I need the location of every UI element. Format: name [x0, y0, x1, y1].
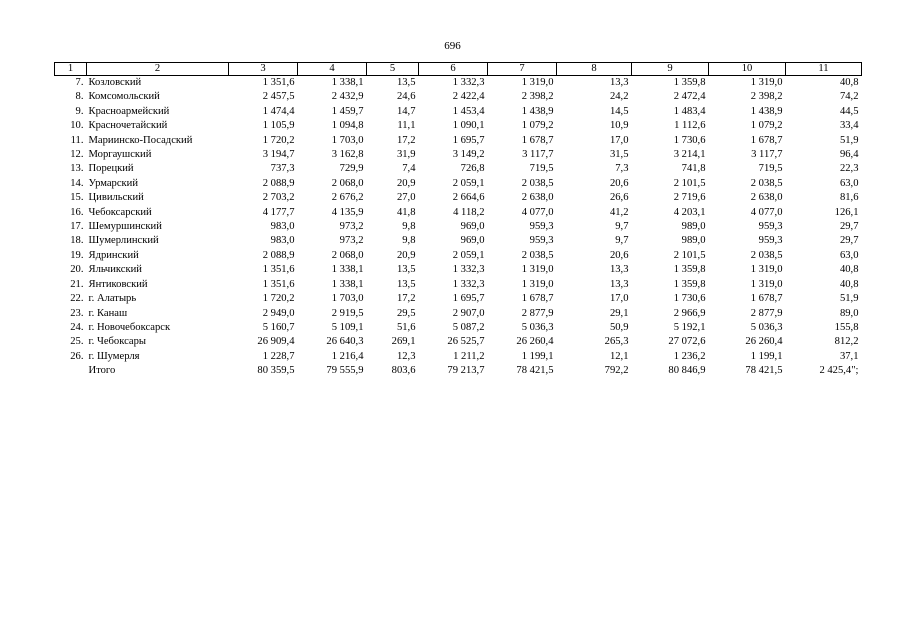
row-number: 10. — [70, 120, 84, 132]
district-name: Шемуршинский — [88, 221, 162, 233]
value-cell-col-8: 17,0 — [609, 134, 629, 146]
row-number: 8. — [75, 91, 84, 103]
row-number — [55, 364, 87, 378]
value-cell-col-4: 79 555,9 — [326, 365, 364, 377]
header-row — [55, 63, 862, 76]
value-cell-col-11: 40,8 — [839, 278, 859, 290]
value-cell-col-5: 17,2 — [396, 293, 416, 305]
table-row — [55, 292, 862, 306]
value-cell-col-3: 2 949,0 — [262, 307, 295, 319]
value-cell-col-4: 1 338,1 — [331, 278, 364, 290]
value-cell-col-9: 2 719,6 — [673, 192, 706, 204]
row-number: 20. — [70, 264, 84, 276]
value-cell-col-11: 89,0 — [839, 307, 859, 319]
value-cell-col-4: 3 162,8 — [331, 149, 364, 161]
row-number: 9. — [75, 105, 84, 117]
value-cell-col-4: 4 135,9 — [331, 206, 364, 218]
value-cell-col-9: 27 072,6 — [668, 336, 706, 348]
value-cell-col-5: 803,6 — [391, 365, 416, 377]
value-cell-col-7: 2 877,9 — [521, 307, 554, 319]
value-cell-col-9: 1 236,2 — [673, 350, 706, 362]
value-cell-col-9: 1 359,8 — [673, 278, 706, 290]
district-name: г. Новочебоксарск — [88, 321, 171, 333]
page-number: 696 — [444, 40, 461, 52]
value-cell-col-10: 1 438,9 — [750, 105, 783, 117]
row-number: 12. — [70, 149, 84, 161]
value-cell-col-3: 1 351,6 — [262, 77, 295, 88]
value-cell-col-11: 63,0 — [839, 249, 859, 261]
value-cell-col-3: 4 177,7 — [262, 206, 295, 218]
value-cell-col-8: 13,3 — [609, 264, 629, 276]
value-cell-col-9: 1 730,6 — [673, 293, 706, 305]
value-cell-col-9: 2 472,4 — [673, 91, 706, 103]
value-cell-col-10: 78 421,5 — [745, 365, 783, 377]
table-row — [55, 134, 862, 148]
value-cell-col-11: 155,8 — [834, 321, 859, 333]
value-cell-col-11: 40,8 — [839, 77, 859, 88]
value-cell-col-9: 2 966,9 — [673, 307, 706, 319]
value-cell-col-3: 2 088,9 — [262, 249, 295, 261]
value-cell-col-7: 959,3 — [529, 235, 554, 247]
value-cell-col-10: 959,3 — [758, 235, 783, 247]
row-number: 17. — [70, 221, 84, 233]
value-cell-col-11: 29,7 — [839, 221, 859, 233]
column-header-1: 1 — [55, 63, 87, 76]
value-cell-col-6: 1 695,7 — [452, 293, 485, 305]
value-cell-col-3: 1 720,2 — [262, 293, 295, 305]
table-row — [55, 162, 862, 176]
district-name: Чебоксарский — [88, 206, 152, 218]
value-cell-col-10: 2 638,0 — [750, 192, 783, 204]
value-cell-col-4: 973,2 — [339, 221, 364, 233]
row-number: 19. — [70, 249, 84, 261]
value-cell-col-11: 29,7 — [839, 235, 859, 247]
table-body — [55, 76, 862, 379]
row-number: 16. — [70, 206, 84, 218]
value-cell-col-8: 792,2 — [604, 365, 629, 377]
value-cell-col-7: 2 638,0 — [521, 192, 554, 204]
value-cell-col-7: 1 199,1 — [521, 350, 554, 362]
value-cell-col-11: 74,2 — [839, 91, 859, 103]
table-row — [55, 191, 862, 205]
value-cell-col-8: 14,5 — [609, 105, 629, 117]
value-cell-col-11: 812,2 — [834, 336, 859, 348]
district-name: г. Канаш — [88, 307, 128, 319]
district-name: Порецкий — [88, 163, 134, 175]
value-cell-col-6: 2 059,1 — [452, 177, 485, 189]
value-cell-col-9: 5 192,1 — [673, 321, 706, 333]
value-cell-col-7: 1 678,7 — [521, 293, 554, 305]
value-cell-col-4: 1 703,0 — [331, 293, 364, 305]
value-cell-col-10: 1 319,0 — [750, 264, 783, 276]
value-cell-col-7: 2 038,5 — [521, 249, 554, 261]
value-cell-col-6: 1 332,3 — [452, 278, 485, 290]
table-row — [55, 76, 862, 91]
table-row — [55, 105, 862, 119]
value-cell-col-11: 63,0 — [839, 177, 859, 189]
value-cell-col-10: 2 398,2 — [750, 91, 783, 103]
district-name: Мариинско-Посадский — [88, 134, 193, 146]
value-cell-col-6: 26 525,7 — [447, 336, 485, 348]
value-cell-col-9: 1 730,6 — [673, 134, 706, 146]
column-header-9: 9 — [632, 63, 709, 76]
value-cell-col-9: 1 483,4 — [673, 105, 706, 117]
value-cell-col-6: 2 059,1 — [452, 249, 485, 261]
column-header-5: 5 — [367, 63, 419, 76]
value-cell-col-6: 1 090,1 — [452, 120, 485, 132]
table-row — [55, 119, 862, 133]
table-row — [55, 350, 862, 364]
table-row — [55, 278, 862, 292]
value-cell-col-10: 959,3 — [758, 221, 783, 233]
value-cell-col-9: 1 359,8 — [673, 77, 706, 88]
row-number: 23. — [70, 307, 84, 319]
value-cell-col-8: 26,6 — [609, 192, 629, 204]
table-row — [55, 220, 862, 234]
district-name: г. Алатырь — [88, 293, 137, 305]
value-cell-col-10: 4 077,0 — [750, 206, 783, 218]
value-cell-col-4: 2 068,0 — [331, 177, 364, 189]
value-cell-col-8: 10,9 — [609, 120, 629, 132]
column-header-3: 3 — [229, 63, 298, 76]
value-cell-col-6: 1 332,3 — [452, 77, 485, 88]
value-cell-col-8: 24,2 — [609, 91, 629, 103]
value-cell-col-6: 4 118,2 — [453, 206, 485, 218]
value-cell-col-3: 26 909,4 — [257, 336, 295, 348]
value-cell-col-5: 17,2 — [396, 134, 416, 146]
value-cell-col-5: 13,5 — [396, 264, 416, 276]
value-cell-col-3: 2 703,2 — [262, 192, 295, 204]
row-number: 18. — [70, 235, 84, 247]
column-header-8: 8 — [557, 63, 632, 76]
table-row — [55, 364, 862, 378]
district-name: Комсомольский — [88, 91, 160, 103]
value-cell-col-5: 13,5 — [396, 77, 416, 88]
value-cell-col-4: 2 676,2 — [331, 192, 364, 204]
table-row — [55, 321, 862, 335]
value-cell-col-7: 1 319,0 — [521, 264, 554, 276]
value-cell-col-11: 40,8 — [839, 264, 859, 276]
district-name: Янтиковский — [88, 278, 148, 290]
value-cell-col-5: 24,6 — [396, 91, 416, 103]
district-name: Итого — [88, 365, 116, 377]
value-cell-col-5: 269,1 — [391, 336, 416, 348]
value-cell-col-6: 2 664,6 — [452, 192, 485, 204]
value-cell-col-11: 51,9 — [839, 134, 859, 146]
value-cell-col-4: 1 216,4 — [331, 350, 364, 362]
value-cell-col-11: 51,9 — [839, 293, 859, 305]
value-cell-col-7: 1 678,7 — [521, 134, 554, 146]
value-cell-col-10: 2 038,5 — [750, 177, 783, 189]
district-name: Шумерлинский — [88, 235, 159, 247]
value-cell-col-10: 1 079,2 — [750, 120, 783, 132]
value-cell-col-3: 5 160,7 — [262, 321, 295, 333]
value-cell-col-11: 33,4 — [839, 120, 859, 132]
value-cell-col-6: 5 087,2 — [452, 321, 485, 333]
value-cell-col-8: 50,9 — [609, 321, 629, 333]
value-cell-col-3: 983,0 — [270, 235, 295, 247]
value-cell-col-10: 1 199,1 — [750, 350, 783, 362]
allocation-table — [54, 62, 862, 379]
value-cell-col-3: 983,0 — [270, 221, 295, 233]
value-cell-col-7: 2 038,5 — [521, 177, 554, 189]
value-cell-col-4: 1 459,7 — [331, 105, 364, 117]
value-cell-col-4: 5 109,1 — [331, 321, 364, 333]
value-cell-col-6: 1 332,3 — [452, 264, 485, 276]
value-cell-col-7: 78 421,5 — [516, 365, 554, 377]
district-name: Красноармейский — [88, 105, 170, 117]
column-header-11: 11 — [786, 63, 862, 76]
value-cell-col-11: 44,5 — [839, 105, 859, 117]
value-cell-col-6: 1 453,4 — [452, 105, 485, 117]
value-cell-col-10: 1 319,0 — [750, 278, 783, 290]
value-cell-col-5: 7,4 — [402, 163, 416, 175]
value-cell-col-7: 5 036,3 — [521, 321, 554, 333]
district-name: Яльчикский — [88, 264, 142, 276]
value-cell-col-9: 80 846,9 — [668, 365, 706, 377]
district-name: Цивильский — [88, 192, 144, 204]
value-cell-col-3: 1 105,9 — [262, 120, 295, 132]
value-cell-col-7: 26 260,4 — [516, 336, 554, 348]
value-cell-col-8: 12,1 — [609, 350, 629, 362]
value-cell-col-4: 973,2 — [339, 235, 364, 247]
row-number: 22. — [70, 293, 84, 305]
value-cell-col-6: 969,0 — [460, 221, 485, 233]
value-cell-col-3: 2 457,5 — [262, 91, 295, 103]
value-cell-col-7: 4 077,0 — [521, 206, 554, 218]
value-cell-col-7: 2 398,2 — [521, 91, 554, 103]
value-cell-col-5: 12,3 — [396, 350, 416, 362]
value-cell-col-4: 1 338,1 — [331, 77, 364, 88]
value-cell-col-9: 3 214,1 — [673, 149, 706, 161]
value-cell-col-10: 3 117,7 — [751, 149, 783, 161]
value-cell-col-8: 7,3 — [615, 163, 629, 175]
row-number: 21. — [70, 278, 84, 290]
value-cell-col-5: 31,9 — [396, 149, 416, 161]
value-cell-col-6: 969,0 — [460, 235, 485, 247]
value-cell-col-8: 9,7 — [615, 221, 629, 233]
value-cell-col-8: 265,3 — [604, 336, 629, 348]
value-cell-col-9: 2 101,5 — [673, 249, 706, 261]
column-header-4: 4 — [298, 63, 367, 76]
row-number: 13. — [70, 163, 84, 175]
value-cell-col-3: 1 720,2 — [262, 134, 295, 146]
value-cell-col-4: 729,9 — [339, 163, 364, 175]
value-cell-col-6: 2 422,4 — [452, 91, 485, 103]
row-number: 15. — [70, 192, 84, 204]
value-cell-col-7: 3 117,7 — [522, 149, 554, 161]
value-cell-col-5: 41,8 — [396, 206, 416, 218]
row-number: 7. — [75, 77, 84, 88]
value-cell-col-7: 1 319,0 — [521, 77, 554, 88]
table-row — [55, 177, 862, 191]
value-cell-col-5: 51,6 — [396, 321, 416, 333]
value-cell-col-9: 1 359,8 — [673, 264, 706, 276]
value-cell-col-8: 41,2 — [609, 206, 629, 218]
value-cell-col-5: 13,5 — [396, 278, 416, 290]
value-cell-col-7: 959,3 — [529, 221, 554, 233]
district-name: Урмарский — [88, 177, 139, 189]
value-cell-col-4: 26 640,3 — [326, 336, 364, 348]
value-cell-col-8: 17,0 — [609, 293, 629, 305]
table-row — [55, 206, 862, 220]
value-cell-col-4: 2 919,5 — [331, 307, 364, 319]
table-row — [55, 335, 862, 349]
value-cell-col-10: 5 036,3 — [750, 321, 783, 333]
value-cell-col-6: 726,8 — [460, 163, 485, 175]
value-cell-col-11: 81,6 — [839, 192, 859, 204]
value-cell-col-8: 9,7 — [615, 235, 629, 247]
value-cell-col-4: 1 094,8 — [331, 120, 364, 132]
row-number: 24. — [70, 321, 84, 333]
value-cell-col-8: 20,6 — [609, 177, 629, 189]
value-cell-col-7: 1 438,9 — [521, 105, 554, 117]
value-cell-col-3: 1 351,6 — [262, 264, 295, 276]
column-header-2: 2 — [87, 63, 229, 76]
value-cell-col-4: 2 432,9 — [331, 91, 364, 103]
value-cell-col-9: 1 112,6 — [674, 120, 706, 132]
value-cell-col-10: 1 678,7 — [750, 134, 783, 146]
district-name: Козловский — [88, 77, 142, 88]
value-cell-col-3: 2 088,9 — [262, 177, 295, 189]
column-header-7: 7 — [488, 63, 557, 76]
value-cell-col-9: 4 203,1 — [673, 206, 706, 218]
value-cell-col-11: 2 425,4"; — [819, 365, 859, 377]
value-cell-col-10: 1 319,0 — [750, 77, 783, 88]
value-cell-col-3: 1 474,4 — [262, 105, 295, 117]
value-cell-col-4: 1 703,0 — [331, 134, 364, 146]
value-cell-col-11: 37,1 — [839, 350, 859, 362]
row-number: 11. — [70, 134, 84, 146]
value-cell-col-5: 11,1 — [397, 120, 416, 132]
value-cell-col-6: 79 213,7 — [447, 365, 485, 377]
value-cell-col-8: 13,3 — [609, 77, 629, 88]
district-name: Ядринский — [88, 249, 139, 261]
value-cell-col-6: 1 695,7 — [452, 134, 485, 146]
value-cell-col-5: 27,0 — [396, 192, 416, 204]
value-cell-col-10: 2 877,9 — [750, 307, 783, 319]
value-cell-col-3: 3 194,7 — [262, 149, 295, 161]
value-cell-col-10: 1 678,7 — [750, 293, 783, 305]
value-cell-col-7: 1 319,0 — [521, 278, 554, 290]
value-cell-col-5: 9,8 — [402, 235, 416, 247]
value-cell-col-10: 26 260,4 — [745, 336, 783, 348]
district-name: г. Чебоксары — [88, 336, 147, 348]
value-cell-col-6: 2 907,0 — [452, 307, 485, 319]
value-cell-col-3: 1 228,7 — [262, 350, 295, 362]
value-cell-col-7: 719,5 — [529, 163, 554, 175]
value-cell-col-8: 13,3 — [609, 278, 629, 290]
value-cell-col-10: 2 038,5 — [750, 249, 783, 261]
value-cell-col-10: 719,5 — [758, 163, 783, 175]
value-cell-col-9: 989,0 — [681, 235, 706, 247]
table-row — [55, 234, 862, 248]
value-cell-col-5: 14,7 — [396, 105, 416, 117]
value-cell-col-9: 2 101,5 — [673, 177, 706, 189]
value-cell-col-5: 20,9 — [396, 249, 416, 261]
row-number: 25. — [70, 336, 84, 348]
value-cell-col-8: 20,6 — [609, 249, 629, 261]
district-name: г. Шумерля — [88, 350, 140, 362]
column-header-10: 10 — [709, 63, 786, 76]
value-cell-col-9: 989,0 — [681, 221, 706, 233]
value-cell-col-8: 31,5 — [609, 149, 629, 161]
value-cell-col-4: 1 338,1 — [331, 264, 364, 276]
value-cell-col-7: 1 079,2 — [521, 120, 554, 132]
value-cell-col-11: 126,1 — [834, 206, 859, 218]
value-cell-col-3: 1 351,6 — [262, 278, 295, 290]
district-name: Моргаушский — [88, 149, 152, 161]
value-cell-col-5: 9,8 — [402, 221, 416, 233]
value-cell-col-5: 20,9 — [396, 177, 416, 189]
value-cell-col-8: 29,1 — [609, 307, 629, 319]
table-row — [55, 263, 862, 277]
value-cell-col-3: 737,3 — [270, 163, 295, 175]
row-number: 14. — [70, 177, 84, 189]
row-number: 26. — [70, 350, 84, 362]
table-row — [55, 249, 862, 263]
value-cell-col-5: 29,5 — [396, 307, 416, 319]
table-row — [55, 90, 862, 104]
column-header-6: 6 — [419, 63, 488, 76]
value-cell-col-4: 2 068,0 — [331, 249, 364, 261]
table-row — [55, 148, 862, 162]
value-cell-col-11: 22,3 — [839, 163, 859, 175]
table-row — [55, 307, 862, 321]
value-cell-col-6: 3 149,2 — [452, 149, 485, 161]
value-cell-col-11: 96,4 — [839, 149, 859, 161]
value-cell-col-6: 1 211,2 — [453, 350, 485, 362]
district-name: Красночетайский — [88, 120, 168, 132]
value-cell-col-9: 741,8 — [681, 163, 706, 175]
value-cell-col-3: 80 359,5 — [257, 365, 295, 377]
